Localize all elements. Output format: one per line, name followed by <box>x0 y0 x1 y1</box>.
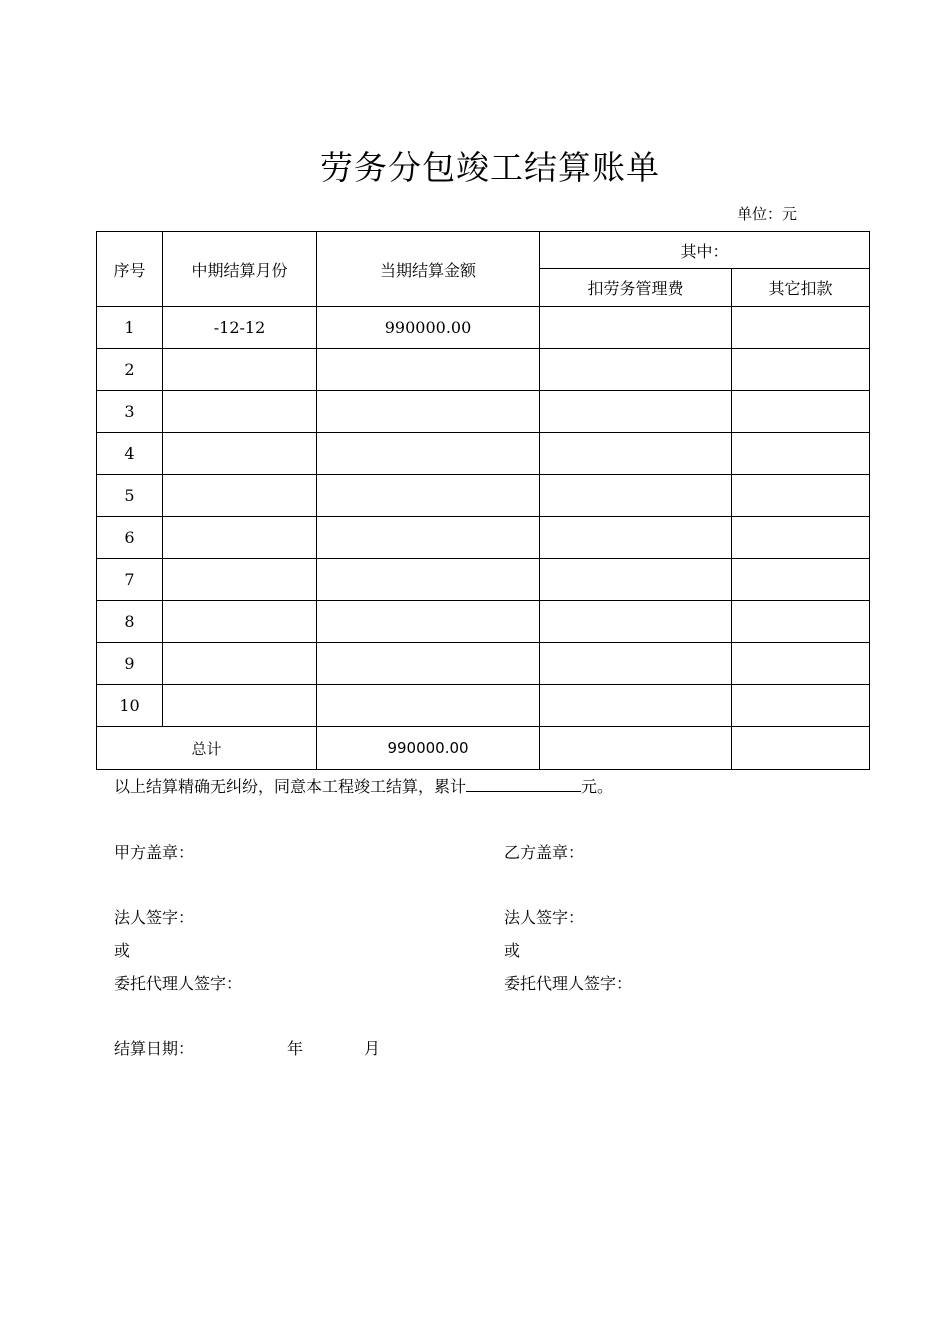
row-mgmt-fee <box>540 475 732 517</box>
row-other <box>732 601 870 643</box>
header-amount: 当期结算金额 <box>317 232 540 307</box>
table-row <box>97 433 870 475</box>
table-row <box>97 391 870 433</box>
table-row <box>97 307 870 349</box>
row-seq: 10 <box>97 685 163 727</box>
table-row <box>97 559 870 601</box>
settlement-table <box>96 231 870 770</box>
settlement-date-label: 结算日期： <box>114 1039 195 1058</box>
row-mgmt-fee <box>540 391 732 433</box>
row-mgmt-fee <box>540 349 732 391</box>
total-other <box>732 727 870 770</box>
row-mgmt-fee <box>540 307 732 349</box>
row-other <box>732 391 870 433</box>
row-month <box>163 643 317 685</box>
row-month <box>163 433 317 475</box>
row-month <box>163 391 317 433</box>
row-amount <box>317 349 540 391</box>
row-amount <box>317 685 540 727</box>
row-other <box>732 559 870 601</box>
row-seq: 7 <box>97 559 163 601</box>
table-row <box>97 643 870 685</box>
party-b-agent-sign: 委托代理人签字： <box>504 974 633 993</box>
row-amount <box>317 433 540 475</box>
row-seq: 2 <box>97 349 163 391</box>
row-mgmt-fee <box>540 643 732 685</box>
row-mgmt-fee <box>540 433 732 475</box>
row-month: -12-12 <box>163 307 317 349</box>
row-seq: 1 <box>97 307 163 349</box>
settlement-date-year: 年 <box>287 1039 304 1058</box>
statement-line <box>114 774 613 797</box>
party-b-legal-sign: 法人签字： <box>504 908 585 927</box>
row-other <box>732 517 870 559</box>
row-month <box>163 601 317 643</box>
total-amount: 990000.00 <box>317 727 540 770</box>
party-a-legal-sign: 法人签字： <box>114 908 195 927</box>
total-mgmt-fee <box>540 727 732 770</box>
settlement-date-month: 月 <box>364 1039 381 1058</box>
header-of-which: 其中： <box>540 232 870 269</box>
row-seq: 9 <box>97 643 163 685</box>
row-amount <box>317 517 540 559</box>
row-amount <box>317 391 540 433</box>
party-a-or: 或 <box>114 941 131 960</box>
row-other <box>732 475 870 517</box>
row-seq: 4 <box>97 433 163 475</box>
row-month <box>163 559 317 601</box>
row-seq: 8 <box>97 601 163 643</box>
row-mgmt-fee <box>540 685 732 727</box>
row-amount <box>317 559 540 601</box>
party-b-or: 或 <box>504 941 521 960</box>
unit-label: 单位：元 <box>737 205 798 223</box>
total-label: 总计 <box>97 727 317 770</box>
row-other <box>732 433 870 475</box>
row-other <box>732 349 870 391</box>
row-mgmt-fee <box>540 559 732 601</box>
document-title: 劳务分包竣工结算账单 <box>320 148 660 187</box>
row-month <box>163 349 317 391</box>
row-amount: 990000.00 <box>317 307 540 349</box>
row-seq: 6 <box>97 517 163 559</box>
row-seq: 3 <box>97 391 163 433</box>
cumulative-amount-blank <box>466 777 581 792</box>
header-seq: 序号 <box>97 232 163 307</box>
row-amount <box>317 601 540 643</box>
table-row <box>97 685 870 727</box>
row-other <box>732 643 870 685</box>
statement-suffix: 元。 <box>581 777 614 796</box>
statement-prefix: 以上结算精确无纠纷，同意本工程竣工结算，累计 <box>114 777 467 796</box>
row-other <box>732 307 870 349</box>
row-mgmt-fee <box>540 601 732 643</box>
header-month: 中期结算月份 <box>163 232 317 307</box>
party-a-agent-sign: 委托代理人签字： <box>114 974 243 993</box>
table-row <box>97 601 870 643</box>
party-b-seal: 乙方盖章： <box>504 843 585 862</box>
row-month <box>163 685 317 727</box>
party-a-seal: 甲方盖章： <box>114 843 195 862</box>
table-row <box>97 349 870 391</box>
header-mgmt-fee: 扣劳务管理费 <box>540 269 732 307</box>
table-row <box>97 517 870 559</box>
row-mgmt-fee <box>540 517 732 559</box>
table-row <box>97 475 870 517</box>
row-month <box>163 517 317 559</box>
row-amount <box>317 475 540 517</box>
row-seq: 5 <box>97 475 163 517</box>
total-row <box>97 727 870 770</box>
row-month <box>163 475 317 517</box>
header-other-deduct: 其它扣款 <box>732 269 870 307</box>
row-amount <box>317 643 540 685</box>
row-other <box>732 685 870 727</box>
